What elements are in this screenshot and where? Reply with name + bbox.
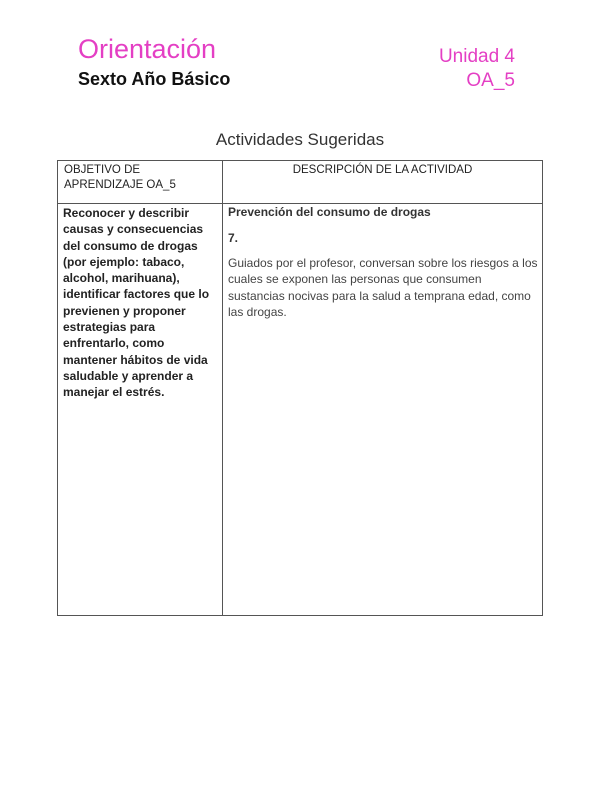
document-title: Orientación (78, 34, 217, 64)
header-description: DESCRIPCIÓN DE LA ACTIVIDAD (292, 164, 473, 176)
activities-table (57, 160, 543, 616)
row-divider (58, 203, 542, 204)
header-objective: OBJETIVO DE APRENDIZAJE OA_5 (64, 164, 176, 191)
document-subtitle: Sexto Año Básico (78, 69, 231, 89)
activity-number: 7. (228, 231, 239, 245)
section-title: Actividades Sugeridas (215, 130, 385, 149)
column-divider (222, 161, 223, 615)
activity-title: Prevención del consumo de drogas (228, 205, 431, 219)
objective-text: Reconocer y describir causas y consecuencias del consumo de drogas (por ejemplo: tabaco, alcohol, marihuana), identificar factores que lo previenen y proponer estrategias para enfrentarlo, como mantener hábitos de vida saludable y aprender a manejar el estrés. (63, 206, 210, 400)
oa-label: OA_5 (466, 70, 515, 91)
activity-description: Guiados por el profesor, conversan sobre los riesgos a los cuales se exponen las personas que consumen sustancias nocivas para la salud a temprana edad, como las drogas. (228, 256, 538, 319)
unit-label: Unidad 4 (438, 46, 515, 67)
